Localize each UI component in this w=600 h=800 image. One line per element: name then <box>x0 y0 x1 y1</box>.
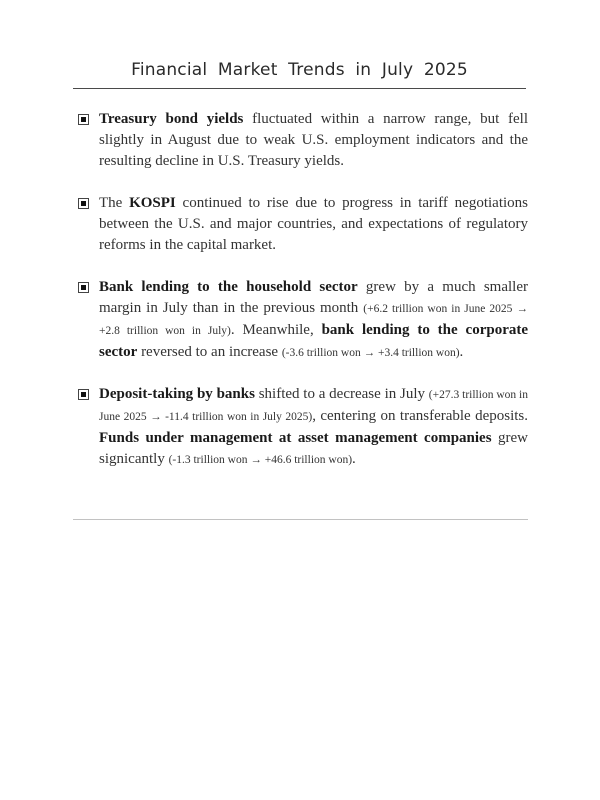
figure-note: (+6.2 trillion won in June 2025 → +2.8 trillion won in July) <box>99 303 529 337</box>
square-bullet-icon <box>78 389 89 400</box>
figure-note: (-3.6 trillion won → +3.4 trillion won) <box>281 347 460 359</box>
figure-note: (+27.3 trillion won in June 2025 → -11.4 trillion won in July 2025) <box>99 389 528 423</box>
item-text: continued to rise due to progress in tariff negotiations between the U.S. and major countries, and expectations of regulatory reforms in the capital market. <box>99 195 528 253</box>
item-text: grew signicantly <box>99 430 528 467</box>
highlight-term: Bank lending to the household sector <box>99 279 358 295</box>
highlight-term: Treasury bond yields <box>99 111 244 127</box>
item-text: . <box>352 451 356 467</box>
item-text: fluctuated within a narrow range, but fell slightly in August due to weak U.S. employment indicators and the resulting decline in U.S. Treasury yields. <box>99 111 528 169</box>
highlight-term: KOSPI <box>129 195 176 211</box>
square-bullet-icon <box>78 198 89 209</box>
summary-item-treasury-yields <box>78 109 528 172</box>
item-text: reversed to an increase <box>137 344 282 360</box>
highlight-term: bank lending to the corporate sector <box>99 322 528 360</box>
item-text: , centering on transferable deposits. <box>312 408 528 424</box>
highlight-term: Funds under management at asset management companies <box>99 430 492 446</box>
summary-item-bank-lending <box>78 277 528 364</box>
summary-item-kospi <box>78 193 528 256</box>
item-text: shifted to a decrease in July <box>254 386 429 402</box>
square-bullet-icon <box>78 114 89 125</box>
item-text: The <box>99 195 130 211</box>
summary-list <box>78 109 528 492</box>
document-title: Financial Market Trends in July 2025 <box>131 60 468 80</box>
item-text: grew by a much smaller margin in July than in the previous month <box>99 279 528 316</box>
highlight-term: Deposit-taking by banks <box>99 386 255 402</box>
title-divider <box>73 88 526 89</box>
summary-item-deposits <box>78 384 528 471</box>
square-bullet-icon <box>78 282 89 293</box>
item-text: . <box>459 344 464 360</box>
item-text: . Meanwhile, <box>230 322 322 338</box>
bottom-divider <box>73 519 528 520</box>
figure-note: (-1.3 trillion won → +46.6 trillion won) <box>168 454 353 466</box>
